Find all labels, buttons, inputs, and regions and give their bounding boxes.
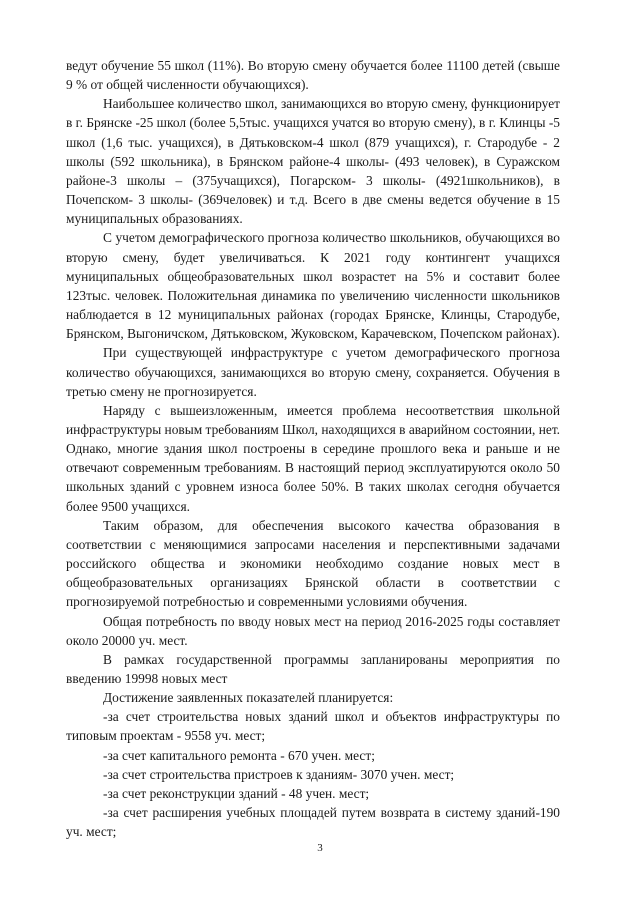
paragraph-conclusion: Таким образом, для обеспечения высокого качества образования в соответствии с меняющимися запросами населения и перспективными задачами российского общества и экономики необходимо создание новых мест в общеобразовательных организациях Брянской области в соответствии с прогнозируемой потребностью и современными условиями обучения. [66, 517, 560, 610]
paragraph-demographic-forecast: С учетом демографического прогноза количество школьников, обучающихся во вторую смену, будет увеличиваться. К 2021 году контингент учащихся муниципальных общеобразовательных школ возрастет на 5% и составит более 123тыс. человек. Положительная динамика по увеличению численности школьников наблюдается в 12 муниципальных районах (городах Брянске, Клинцы, Стародубе, Брянском, Выгоничском, Дятьковском, Жуковском, Карачевском, Почепском районах). [66, 230, 560, 342]
paragraph-infrastructure-problem: Наряду с вышеизложенным, имеется проблема несоответствия школьной инфраструктуры новым требованиям Школ, находящихся в аварийном состоянии, нет. Однако, многие здания школ построены в середине прошлого века и раньше и не отвечают современным требованиям. В настоящий период эксплуатируются около 50 школьных зданий с уровнем износа более 50%. В таких школах сегодня обучается более 9500 учащихся. [66, 402, 561, 514]
list-item-capital-repair: -за счет капитального ремонта - 670 учен. мест; [103, 747, 375, 763]
paragraph-second-shift-schools: Наибольшее количество школ, занимающихся во вторую смену, функционирует в г. Брянске -25 школ (более 5,5тыс. учащихся учатся во вторую смену), в г. Клинцы -5 школ (1,6 тыс. учащихся), в Дятьковском-4 школ (879 учащихся), г. Стародубе - 2 школы (592 школьника), в Брянском районе-4 школы- (493 человек), в Суражском районе-3 школы – (375учащихся), Погарском- 3 школы- (4921школьников), в Почепском- 3 школы- (369человек) и т.д. Всего в две смены ведется обучение в 15 муниципальных образованиях. [66, 96, 560, 227]
paragraph-continuation: ведут обучение 55 школ (11%). Во вторую смену обучается более 11100 детей (свыше 9 % от общей численности обучающихся). [66, 58, 560, 93]
document-body [66, 56, 560, 841]
list-item-new-buildings: -за счет строительства новых зданий школ и объектов инфраструктуры по типовым проектам - 9558 уч. мест; [66, 709, 560, 744]
list-item-extensions: -за счет строительства пристроев к зданиям- 3070 учен. мест; [103, 766, 455, 782]
page-number: 3 [317, 842, 323, 854]
list-item-return-buildings: -за счет расширения учебных площадей путем возврата в систему зданий-190 уч. мест; [66, 805, 560, 840]
paragraph-program-plan: В рамках государственной программы запланированы мероприятия по введению 19998 новых мест [66, 651, 560, 686]
paragraph-total-need: Общая потребность по вводу новых мест на период 2016-2025 годы составляет около 20000 уч. мест. [66, 613, 560, 648]
list-item-reconstruction: -за счет реконструкции зданий - 48 учен. мест; [103, 785, 370, 801]
paragraph-indicators-intro: Достижение заявленных показателей планируется: [103, 690, 394, 706]
paragraph-infrastructure-forecast: При существующей инфраструктуре с учетом демографического прогноза количество обучающихся, занимающихся во вторую смену, сохраняется. Обучения в третью смену не прогнозируется. [66, 345, 560, 399]
